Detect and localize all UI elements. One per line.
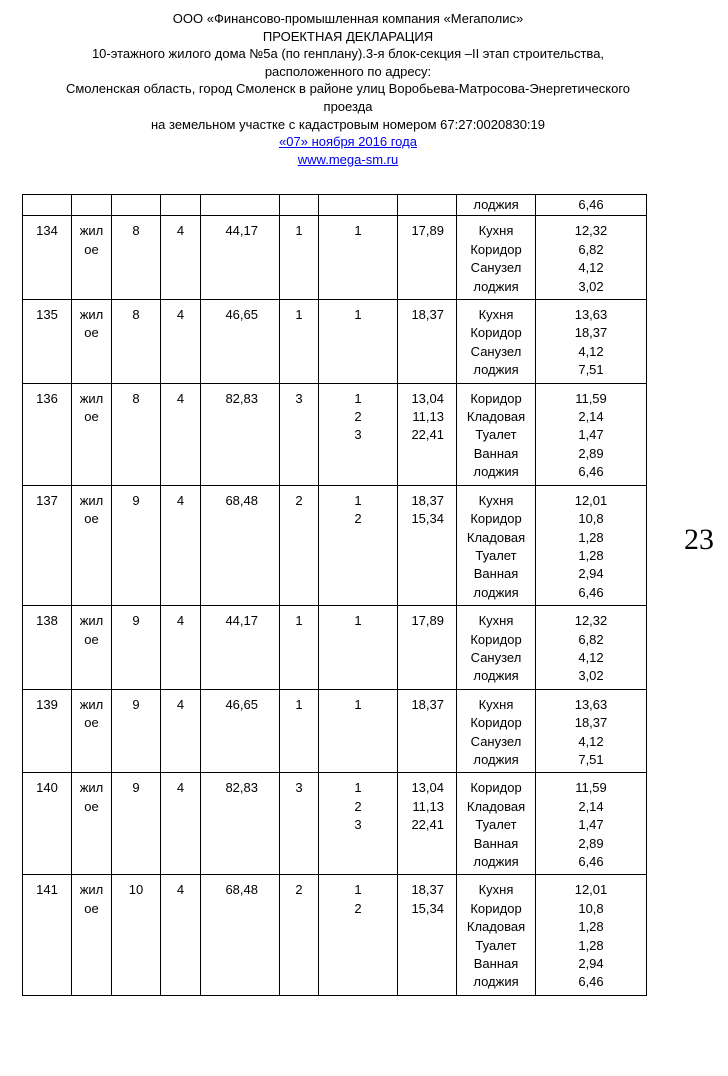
aux-room-label: Санузел — [470, 733, 522, 749]
aux-room-area: 13,63 — [574, 696, 608, 712]
aux-room-area: 3,02 — [578, 278, 604, 294]
rooms-count: 1 — [295, 223, 303, 239]
aux-room-label: лоджия — [473, 362, 519, 378]
page-number: 23 — [684, 523, 714, 556]
room-number: 3 — [354, 817, 362, 833]
rooms-count-cell — [280, 606, 319, 690]
aux-values-cell — [536, 300, 647, 384]
table-row — [23, 485, 647, 605]
section-cell — [161, 383, 201, 485]
aux-labels-cell — [457, 773, 536, 875]
total-area-cell — [201, 300, 280, 384]
total-area: 44,17 — [225, 613, 258, 629]
aux-room-area: 12,32 — [574, 613, 608, 629]
apartment-type-text: жил — [79, 223, 104, 239]
total-area: 44,17 — [225, 223, 258, 239]
aux-labels-cell — [457, 606, 536, 690]
total-area: 82,83 — [225, 780, 258, 796]
apartment-type-text: жил — [79, 780, 104, 796]
aux-values-cell — [536, 875, 647, 995]
total-area: 82,83 — [225, 390, 258, 406]
section-cell — [161, 300, 201, 384]
aux-room-area: 10,8 — [578, 511, 604, 527]
aux-room-area: 4,12 — [578, 733, 604, 749]
total-area-cell — [201, 773, 280, 875]
aux-labels-cell — [457, 216, 536, 300]
section-cell — [161, 485, 201, 605]
floor-cell — [112, 300, 161, 384]
document-header — [0, 10, 696, 168]
aux-room-label: Кухня — [478, 492, 514, 508]
aux-room-area: 13,63 — [574, 307, 608, 323]
rooms-count: 1 — [295, 613, 303, 629]
apartment-type-cell — [72, 300, 112, 384]
room-area: 13,04 — [411, 390, 444, 406]
aux-room-area: 6,82 — [578, 631, 604, 647]
apartment-number: 140 — [36, 780, 58, 796]
address-intro: расположенного по адресу: — [264, 63, 432, 79]
floor-cell — [112, 383, 161, 485]
aux-room-area: 2,14 — [578, 798, 604, 814]
room-area: 22,41 — [411, 817, 444, 833]
aux-room-area: 6,46 — [578, 464, 604, 480]
apartment-type-cell — [72, 383, 112, 485]
room-numbers-cell — [319, 689, 398, 773]
room-number: 1 — [354, 492, 362, 508]
aux-room-area: 11,59 — [575, 780, 607, 796]
total-area: 46,65 — [225, 696, 258, 712]
room-numbers-cell — [319, 773, 398, 875]
room-area: 18,37 — [411, 307, 444, 323]
aux-room-label: Кладовая — [466, 798, 526, 814]
floor-cell — [112, 773, 161, 875]
room-number: 1 — [354, 882, 362, 898]
floor-number: 9 — [132, 780, 140, 796]
aux-labels-cell — [457, 300, 536, 384]
room-areas-cell — [398, 773, 457, 875]
apartment-number-cell — [23, 300, 72, 384]
total-area-cell — [201, 875, 280, 995]
aux-values-cell — [536, 773, 647, 875]
room-number: 1 — [354, 696, 362, 712]
room-area: 11,13 — [412, 409, 444, 425]
apartment-type-text: ое — [84, 631, 99, 647]
room-number: 1 — [354, 223, 362, 239]
aux-room-area: 11,59 — [575, 390, 607, 406]
room-number: 2 — [354, 900, 362, 916]
total-area-cell — [201, 485, 280, 605]
section-number: 4 — [176, 882, 185, 898]
floor-cell — [112, 689, 161, 773]
aux-room-label: Кладовая — [466, 409, 526, 425]
table-row — [23, 875, 647, 995]
apartment-type-text: жил — [79, 613, 104, 629]
table-row — [23, 216, 647, 300]
room-number: 2 — [354, 798, 362, 814]
aux-room-label: Ванная — [473, 956, 519, 972]
aux-room-label: Санузел — [470, 649, 522, 665]
floor-number: 9 — [132, 696, 140, 712]
website-link[interactable]: www.mega-sm.ru — [297, 151, 399, 167]
room-number: 1 — [354, 390, 362, 406]
apartment-number-cell — [23, 485, 72, 605]
table-row — [23, 300, 647, 384]
section-cell — [161, 689, 201, 773]
aux-values-cell — [536, 689, 647, 773]
aux-room-label: Туалет — [475, 937, 517, 953]
room-areas-cell — [398, 485, 457, 605]
aux-room-label: лоджия — [473, 584, 519, 600]
aux-room-label: Ванная — [473, 835, 519, 851]
building-description: 10-этажного жилого дома №5а (по генплану).3-я блок-секция –II этап строительства, — [91, 46, 605, 62]
aux-room-area: 1,28 — [578, 937, 604, 953]
address-line-2: проезда — [323, 98, 373, 114]
floor-number: 10 — [128, 882, 144, 898]
aux-room-area: 2,89 — [578, 445, 604, 461]
rooms-count-cell — [280, 485, 319, 605]
rooms-count-cell — [280, 689, 319, 773]
apartment-type-text: ое — [84, 325, 99, 341]
room-areas-cell — [398, 383, 457, 485]
room-area: 18,37 — [411, 882, 444, 898]
apartment-type-cell — [72, 875, 112, 995]
apartment-type-cell — [72, 216, 112, 300]
aux-room-area: 2,14 — [578, 409, 604, 425]
aux-labels-cell — [457, 485, 536, 605]
aux-room-area: 4,12 — [578, 260, 604, 276]
continuation-row — [23, 195, 647, 216]
apartment-type-text: ое — [84, 241, 99, 257]
room-area: 22,41 — [411, 427, 444, 443]
room-area: 17,89 — [411, 223, 444, 239]
apartment-number: 138 — [36, 613, 58, 629]
cadastral-number: на земельном участке с кадастровым номером 67:27:0020830:19 — [150, 116, 545, 132]
apartment-number-cell — [23, 216, 72, 300]
apartment-type-text: жил — [79, 492, 104, 508]
total-area-cell — [201, 606, 280, 690]
aux-room-area: 18,37 — [574, 715, 608, 731]
document-title: ПРОЕКТНАЯ ДЕКЛАРАЦИЯ — [262, 28, 434, 44]
section-number: 4 — [176, 492, 185, 508]
aux-room-label: Ванная — [473, 445, 519, 461]
aux-room-area: 2,94 — [578, 956, 604, 972]
room-areas-cell — [398, 606, 457, 690]
aux-room-area: 18,37 — [574, 325, 608, 341]
aux-room-label: Ванная — [473, 566, 519, 582]
total-area-cell — [201, 689, 280, 773]
aux-room-area: 4,12 — [578, 343, 604, 359]
aux-room-label: Коридор — [470, 715, 522, 731]
total-area: 68,48 — [225, 492, 258, 508]
room-area: 18,37 — [411, 696, 444, 712]
table-row — [23, 773, 647, 875]
room-numbers-cell — [319, 300, 398, 384]
apartment-type-text: жил — [79, 882, 104, 898]
rooms-count-cell — [280, 773, 319, 875]
aux-labels-cell — [457, 383, 536, 485]
aux-room-area: 1,47 — [578, 427, 604, 443]
aux-values-cell — [536, 485, 647, 605]
apartment-type-cell — [72, 773, 112, 875]
room-numbers-cell — [319, 383, 398, 485]
apartment-number: 137 — [36, 492, 58, 508]
apartment-number: 135 — [36, 307, 58, 323]
aux-room-area: 1,28 — [578, 919, 604, 935]
aux-room-label: лоджия — [457, 195, 536, 216]
aux-room-label: Коридор — [470, 325, 522, 341]
room-numbers-cell — [319, 875, 398, 995]
apartment-type-cell — [72, 485, 112, 605]
aux-room-area: 6,82 — [578, 241, 604, 257]
aux-room-area: 12,01 — [574, 882, 608, 898]
rooms-count: 2 — [295, 882, 303, 898]
aux-room-label: Кухня — [478, 613, 514, 629]
rooms-count: 3 — [295, 780, 303, 796]
aux-room-label: лоджия — [473, 464, 519, 480]
apartments-table — [22, 194, 647, 996]
apartment-number-cell — [23, 773, 72, 875]
aux-room-label: Кухня — [478, 307, 514, 323]
floor-cell — [112, 485, 161, 605]
section-cell — [161, 773, 201, 875]
floor-number: 9 — [132, 613, 140, 629]
apartment-number-cell — [23, 689, 72, 773]
aux-room-label: Санузел — [470, 343, 522, 359]
section-number: 4 — [176, 307, 185, 323]
aux-room-area: 7,51 — [578, 362, 604, 378]
room-areas-cell — [398, 875, 457, 995]
apartment-number-cell — [23, 875, 72, 995]
section-cell — [161, 606, 201, 690]
aux-room-label: Коридор — [470, 511, 522, 527]
room-area: 17,89 — [411, 613, 444, 629]
aux-room-label: лоджия — [473, 668, 519, 684]
room-area: 15,34 — [411, 511, 444, 527]
aux-room-area: 12,01 — [574, 492, 608, 508]
rooms-count: 1 — [295, 307, 303, 323]
aux-values-cell — [536, 606, 647, 690]
room-area: 18,37 — [411, 492, 444, 508]
date-link[interactable]: «07» ноября 2016 года — [279, 134, 417, 150]
apartment-type-text: ое — [84, 409, 99, 425]
aux-room-area: 12,32 — [574, 223, 608, 239]
apartment-number-cell — [23, 383, 72, 485]
floor-number: 9 — [132, 492, 140, 508]
apartment-type-cell — [72, 606, 112, 690]
aux-room-area: 1,28 — [578, 547, 604, 563]
apartment-type-text: жил — [79, 307, 104, 323]
rooms-count-cell — [280, 216, 319, 300]
aux-room-area: 1,28 — [578, 529, 604, 545]
apartment-type-text: ое — [84, 511, 99, 527]
apartment-type-text: ое — [84, 900, 99, 916]
apartment-type-cell — [72, 689, 112, 773]
rooms-count: 2 — [295, 492, 303, 508]
room-areas-cell — [398, 216, 457, 300]
aux-room-label: Кухня — [478, 223, 514, 239]
floor-number: 8 — [132, 390, 140, 406]
apartment-type-text: жил — [79, 390, 104, 406]
aux-room-label: лоджия — [473, 854, 519, 869]
section-cell — [161, 216, 201, 300]
rooms-count-cell — [280, 383, 319, 485]
rooms-count-cell — [280, 875, 319, 995]
floor-cell — [112, 216, 161, 300]
section-number: 4 — [176, 390, 185, 406]
aux-room-label: Коридор — [470, 631, 522, 647]
room-number: 1 — [354, 613, 362, 629]
apartment-number: 136 — [36, 390, 58, 406]
room-area: 13,04 — [411, 780, 444, 796]
total-area: 68,48 — [225, 882, 258, 898]
aux-values-cell — [536, 216, 647, 300]
table-row — [23, 383, 647, 485]
rooms-count: 3 — [295, 390, 303, 406]
aux-room-area: 2,89 — [578, 835, 604, 851]
room-number: 3 — [354, 427, 362, 443]
apartment-number-cell — [23, 606, 72, 690]
aux-room-label: лоджия — [473, 974, 519, 990]
aux-room-area: 6,46 — [578, 854, 604, 869]
floor-cell — [112, 875, 161, 995]
aux-room-label: Кухня — [478, 882, 514, 898]
rooms-count-cell — [280, 300, 319, 384]
aux-room-area: 10,8 — [578, 900, 604, 916]
aux-room-label: Коридор — [470, 241, 522, 257]
room-numbers-cell — [319, 485, 398, 605]
aux-room-label: Туалет — [475, 427, 517, 443]
room-number: 2 — [354, 409, 362, 425]
section-number: 4 — [176, 223, 185, 239]
aux-room-area: 6,46 — [578, 974, 604, 990]
aux-room-area: 3,02 — [578, 668, 604, 684]
room-areas-cell — [398, 689, 457, 773]
room-number: 1 — [354, 780, 362, 796]
aux-room-label: Туалет — [475, 547, 517, 563]
aux-room-area: 4,12 — [578, 649, 604, 665]
apartment-number: 139 — [36, 696, 58, 712]
aux-room-label: Кладовая — [466, 919, 526, 935]
room-numbers-cell — [319, 216, 398, 300]
apartment-number: 134 — [36, 223, 58, 239]
aux-room-area: 7,51 — [578, 751, 604, 767]
section-number: 4 — [176, 613, 185, 629]
aux-values-cell — [536, 383, 647, 485]
aux-room-area: 6,46 — [578, 584, 604, 600]
floor-cell — [112, 606, 161, 690]
total-area-cell — [201, 216, 280, 300]
aux-room-label: Кухня — [478, 696, 514, 712]
aux-room-label: Санузел — [470, 260, 522, 276]
aux-room-label: Туалет — [475, 817, 517, 833]
table-row — [23, 606, 647, 690]
aux-room-area: 6,46 — [536, 195, 647, 216]
room-numbers-cell — [319, 606, 398, 690]
room-number: 1 — [354, 307, 362, 323]
apartment-type-text: ое — [84, 798, 99, 814]
company-name: ООО «Финансово-промышленная компания «Мегаполис» — [172, 11, 524, 26]
section-cell — [161, 875, 201, 995]
table-row — [23, 689, 647, 773]
apartment-type-text: ое — [84, 715, 99, 731]
room-area: 11,13 — [412, 798, 444, 814]
room-area: 15,34 — [411, 900, 444, 916]
aux-room-label: Коридор — [470, 390, 522, 406]
aux-room-area: 2,94 — [578, 566, 604, 582]
aux-room-label: лоджия — [473, 751, 519, 767]
apartment-type-text: жил — [79, 696, 104, 712]
aux-labels-cell — [457, 875, 536, 995]
section-number: 4 — [176, 696, 185, 712]
total-area: 46,65 — [225, 307, 258, 323]
aux-labels-cell — [457, 689, 536, 773]
aux-room-label: лоджия — [473, 278, 519, 294]
apartment-number: 141 — [36, 882, 58, 898]
floor-number: 8 — [132, 307, 140, 323]
rooms-count: 1 — [295, 696, 303, 712]
aux-room-label: Коридор — [470, 780, 522, 796]
room-areas-cell — [398, 300, 457, 384]
table-body — [23, 195, 647, 996]
aux-room-area: 1,47 — [578, 817, 604, 833]
aux-room-label: Кладовая — [466, 529, 526, 545]
room-number: 2 — [354, 511, 362, 527]
floor-number: 8 — [132, 223, 140, 239]
section-number: 4 — [176, 780, 185, 796]
address-line: Смоленская область, город Смоленск в районе улиц Воробьева-Матросова-Энергетического — [65, 81, 631, 97]
aux-room-label: Коридор — [470, 900, 522, 916]
total-area-cell — [201, 383, 280, 485]
